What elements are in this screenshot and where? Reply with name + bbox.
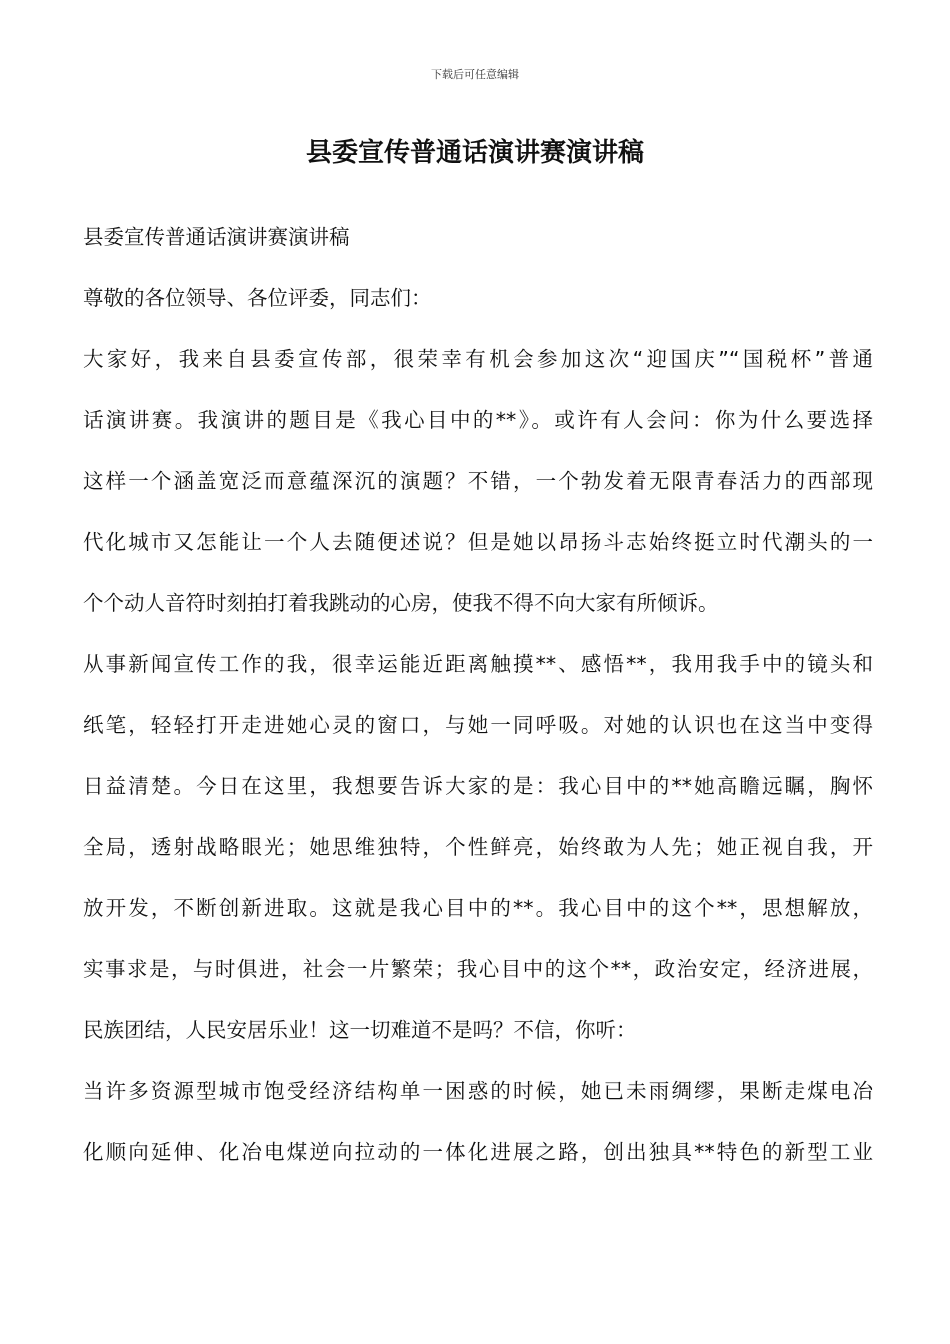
text-line: 民族团结，人民安居乐业！这一切难道不是吗？不信，你听：	[83, 1018, 637, 1042]
text-line: 尊敬的各位领导、各位评委，同志们：	[83, 286, 432, 310]
paragraph-body-2	[83, 1076, 873, 1167]
text-line: 这样一个涵盖宽泛而意蕴深沉的演题？不错，一个勃发着无限青春活力的西部现	[83, 469, 873, 493]
paragraph-intro	[83, 344, 873, 618]
header-note: 下载后可任意编辑	[431, 68, 519, 81]
text-line: 县委宣传普通话演讲赛演讲稿	[83, 225, 350, 249]
paragraph-salutation	[83, 283, 873, 313]
text-line: 大家好，我来自县委宣传部，很荣幸有机会参加这次“迎国庆”“国税杯”普通	[83, 347, 873, 371]
paragraph-body-1	[83, 649, 873, 1045]
text-line: 实事求是，与时俱进，社会一片繁荣；我心目中的这个**，政治安定，经济进展，	[83, 957, 873, 981]
document-body	[83, 222, 873, 1198]
text-line: 代化城市又怎能让一个人去随便述说？但是她以昂扬斗志始终挺立时代潮头的一	[83, 530, 873, 554]
text-line: 放开发，不断创新进取。这就是我心目中的**。我心目中的这个**，思想解放，	[83, 896, 873, 920]
text-line: 全局，透射战略眼光；她思维独特，个性鲜亮，始终敢为人先；她正视自我，开	[83, 835, 873, 859]
text-line: 日益清楚。今日在这里，我想要告诉大家的是：我心目中的**她高瞻远瞩，胸怀	[83, 774, 873, 798]
paragraph-subtitle	[83, 222, 873, 252]
text-line: 当许多资源型城市饱受经济结构单一困惑的时候，她已未雨绸缪，果断走煤电冶	[83, 1079, 873, 1103]
text-line: 纸笔，轻轻打开走进她心灵的窗口，与她一同呼吸。对她的认识也在这当中变得	[83, 713, 873, 737]
text-line: 话演讲赛。我演讲的题目是《我心目中的**》。或许有人会问：你为什么要选择	[83, 408, 873, 432]
document-title: 县委宣传普通话演讲赛演讲稿	[305, 138, 644, 168]
text-line: 从事新闻宣传工作的我，很幸运能近距离触摸**、感悟**，我用我手中的镜头和	[83, 652, 873, 676]
text-line: 个个动人音符时刻拍打着我跳动的心房，使我不得不向大家有所倾诉。	[83, 591, 719, 615]
text-line: 化顺向延伸、化冶电煤逆向拉动的一体化进展之路，创出独具**特色的新型工业	[83, 1140, 873, 1164]
